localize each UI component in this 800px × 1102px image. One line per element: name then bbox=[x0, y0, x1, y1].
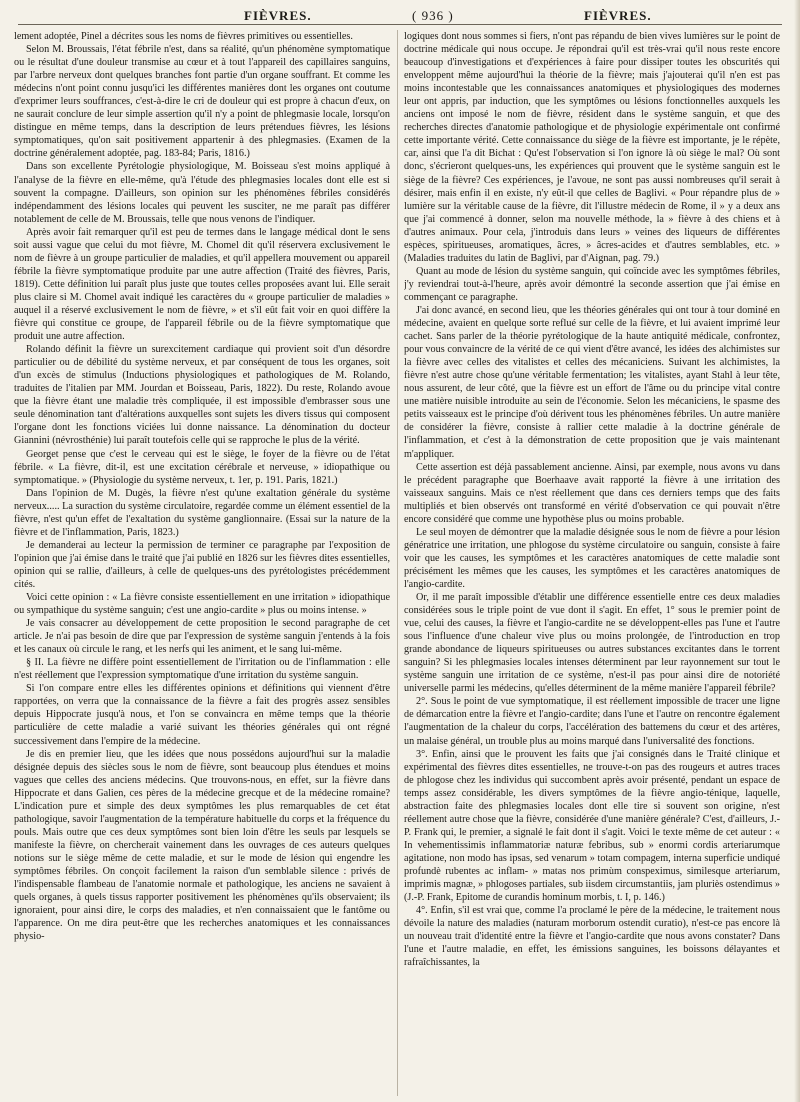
section-heading: § II. La fièvre ne diffère point essentiellement de l'irritation ou de l'inflammation : elle n'est réellement que l'expression symptomatique d'une irritation du système sanguin. bbox=[14, 657, 390, 682]
paragraph: J'ai donc avancé, en second lieu, que les théories générales qui ont tour à tour dominé en médecine, avaient en quelque sorte reflué sur celle de la fièvre, et lui avaient imprimé leur cachet. Sans parler de la théorie pyrétologique de la haute antiquité médicale, confrontez, pour vous convaincre de la vérité de ce qui vient d'être avancé, les idées des alchimistes sur la fièvre avec celles des vitalistes et celles des mécaniciens. Suivant les alchimistes, la fièvre n'est autre chose qu'une véritable fermentation; les vitalistes, ayant Stahl à leur tête, nous assurent, de leur côté, que la fièvre est un effort de l'âme ou du principe vital contre une matière nuisible introduite au sein de l'économie. Selon les mécaniciens, le spasme des petits vaisseaux est le principe d'où dérivent tous les phénomènes fébriles. Un autre manière de considérer la fièvre, consiste à rallier cette maladie à la doctrine générale de l'inflammation, et c'est à la démonstration de cette proposition que je vais maintenant m'appliquer. bbox=[404, 304, 780, 460]
right-text-column bbox=[404, 30, 780, 1096]
paragraph: lement adoptée, Pinel a décrites sous les noms de fièvres primitives ou essentielles. bbox=[14, 31, 353, 42]
paragraph: 2°. Sous le point de vue symptomatique, il est réellement impossible de tracer une ligne de démarcation entre la fièvre et l'angio-cardite; dans l'une et l'autre on rencontre également l'augmentation de la chaleur du corps, l'accélération des battemens du cœur et des artères, un malaise général, un trouble plus au moins marqué dans l'universalité des fonctions. bbox=[404, 696, 780, 747]
paragraph: Quant au mode de lésion du système sanguin, qui coïncide avec les symptômes fébriles, j'y reviendrai tout-à-l'heure, après avoir démontré la seconde assertion que j'ai émise en commençant ce paragraphe. bbox=[404, 265, 780, 303]
header-right-title: FIÈVRES. bbox=[584, 8, 652, 23]
page-edge-shadow bbox=[794, 0, 800, 1102]
column-divider bbox=[397, 30, 398, 1096]
paragraph: Voici cette opinion : « La fièvre consiste essentiellement en une irritation » idiopathique ou sympathique du système sanguin; c'est une angio-cardite » plus ou moins intense. » bbox=[14, 592, 390, 617]
paragraph: Le seul moyen de démontrer que la maladie désignée sous le nom de fièvre a pour lésion génératrice une irritation, une phlogose du système circulatoire ou sanguin, consiste à faire voir que les causes, les symptômes et les caractères anatomiques de cette maladie sont précisément les mêmes que les causes, les symptômes et les caractères anatomiques de l'angio-cardite. bbox=[404, 526, 780, 590]
paragraph: logiques dont nous sommes si fiers, n'ont pas répandu de bien vives lumières sur le point de doctrine médicale qui nous occupe. Je répondrai qu'il est très-vrai qu'il nous reste encore beaucoup d'investigations et d'expériences à faire pour dissiper toutes les obscurités qui enveloppent même aujourd'hui la théorie de la fièvre; mais j'ajouterai qu'il n'en est pas moins incontestable que les connaissances anatomiques et physiologiques des modernes leur ont appris, par induction, que les symptômes ou lésions fonctionnelles auxquels les anciens ont imposé le nom de fièvre, résident dans le système sanguin, et que des recherches directes d'anatomie pathologique et de physiologie expérimentale ont confirmé cette importante vérité. Cette connaissance du siège de la fièvre est importante, je le répète, car, ainsi que l'a dit Bichat : Qu'est l'observation si l'on ignore là où siège le mal? Où sont donc, s'écrieront quelques-uns, les expériences qui prouvent que le système sanguin est le siège de la fièvre? Ces expériences, je l'avoue, ne sont pas aussi nombreuses qu'il serait à désirer, mais enfin il en existe, n'y eût-il que celles de Baglivi. « Pour répandre plus de » lumière sur la véritable cause de la fièvre, dit l'illustre médecin de Rome, il » y a deux ans que j'ai commencé à donner, selon ma nouvelle méthode, la » fièvre à des chiens et à d'autres animaux. Pour cela, j'introduis dans leurs » veines des liqueurs de différentes espèces, spiritueuses, aromatiques, âcres, » âcres-acides et d'autres semblables, etc. » (Maladies traduites du latin de Baglivi, par d'Aignan, pag. 79.) bbox=[404, 31, 780, 264]
paragraph: Après avoir fait remarquer qu'il est peu de termes dans le langage médical dont le sens soit aussi vague que celui du mot fièvre, M. Chomel dit qu'il réservera exclusivement le nom de fièvre à un groupe particulier de maladies, et qu'il appellera mouvement ou appareil fébrile la fièvre symptomatique produite par une autre affection (Traité des fièvres, Paris, 1819). Cette définition lui paraît plus juste que toutes celles proposées avant lui. Elle serait plus claire si M. Chomel avait indiqué les caractères du « groupe particulier de maladies » auquel il a réservé exclusivement le nom de fièvre, » et s'il eût fait voir en quoi diffère la fièvre qui constitue ce groupe, de l'appareil fébrile ou de la fièvre symptomatique que produit une autre affection. bbox=[14, 226, 390, 343]
header-left-title: FIÈVRES. bbox=[244, 8, 312, 23]
paragraph: Je demanderai au lecteur la permission de terminer ce paragraphe par l'exposition de l'opinion que j'ai émise dans le traité que j'ai publié en 1826 sur les fièvres dites essentielles, opinion qui se rallie, d'ailleurs, à celle de quelques-uns des pyrétologistes précédemment cités. bbox=[14, 539, 390, 590]
left-text-column bbox=[14, 30, 390, 1096]
paragraph: 3°. Enfin, ainsi que le prouvent les faits que j'ai consignés dans le Traité clinique et expérimental des fièvres dites essentielles, ne trouve-t-on pas des rougeurs et autres traces de phlogose chez les individus qui succombent après avoir présenté, pendant un espace de temps assez considérable, les divers symptômes de la fièvre angio-ténique, laquelle, abstraction faite des phlegmasies locales dont elle tire si souvent son origine, n'est réellement autre chose que la fièvre, considérée d'une manière générale? C'est, d'ailleurs, J.-P. Frank qui, le premier, a signalé le fait dont il s'agit. Voici le texte même de cet auteur : « In vehementissimis inflammatoriæ naturæ febribus, sub » enormi cordis arteriarumque agitatione, non modo has ipsas, sed venarum » totam compagem, interna superficie undiqué profundè rubentes ac inflam- » matas nos primùm conspeximus, similesque arteriarum, imprimis magnæ, » phlogoses partiales, sub iisdem circumstantiis, jam pluriès ostendimus » (J.-P. Frank, Epitome de curandis hominum morbis, t. I, p. 146.) bbox=[404, 748, 780, 904]
paragraph: Dans son excellente Pyrétologie physiologique, M. Boisseau s'est moins appliqué à l'analyse de la fièvre en elle-même, qu'à l'étude des phlegmasies locales dont elle est si souvent la compagne. D'ailleurs, son opinion sur les phénomènes fébriles considérés indépendamment des lésions locales qui peuvent les susciter, ne me paraît pas différer notablement de celle de M. Broussais, telle que nous venons de l'indiquer. bbox=[14, 161, 390, 225]
paragraph: Georget pense que c'est le cerveau qui est le siège, le foyer de la fièvre ou de l'état fébrile. « La fièvre, dit-il, est une excitation cérébrale et nerveuse, » idiopathique ou symptomatique. » (Physiologie du système nerveux, t. 1er, p. 191. Paris, 1821.) bbox=[14, 448, 390, 486]
paragraph: Cette assertion est déjà passablement ancienne. Ainsi, par exemple, nous avons vu dans le précédent paragraphe que Boerhaave avait rapporté la fièvre à une irritation des vaisseaux sanguins. Mais ce n'est réellement que dans ces derniers temps que des faits multipliés et bien observés ont transformé en vérité d'observation ce qui pouvait n'être encore considéré que comme une hypothèse plus ou moins probable. bbox=[404, 461, 780, 525]
paragraph: 4°. Enfin, s'il est vrai que, comme l'a proclamé le père de la médecine, le traitement nous dévoile la nature des maladies (naturam morborum ostendit curatio), n'est-ce pas encore là un nouveau trait d'identité entre la fièvre et l'angio-cardite que nous avons constater? Dans l'une et l'autre maladie, en effet, les émissions sanguines, les boissons délayantes et rafraîchissantes, la bbox=[404, 905, 780, 969]
paragraph: Dans l'opinion de M. Dugès, la fièvre n'est qu'une exaltation générale du système nerveux..... La suraction du système circulatoire, regardée comme un élément essentiel de la fièvre, n'est qu'un effet de l'exaltation du système ganglionnaire. (Essai sur la nature de la fièvre et de l'inflammation, Paris, 1823.) bbox=[14, 487, 390, 538]
page-number: ( 936 ) bbox=[412, 8, 454, 23]
paragraph: Selon M. Broussais, l'état fébrile n'est, dans sa réalité, qu'un phénomène symptomatique ou le résultat d'une douleur transmise au cœur et à tout l'appareil des capillaires sanguins, par l'arbre nerveux dont quelques branches font partie d'un organe souffrant. Et comme les médecins n'ont point connu jusqu'ici les différentes manières dont les organes ont coutume d'exprimer leurs souffrances, c'est-à-dire le cri de douleur qui est propre à chacun d'eux, on ne saurait conclure de leur simple assertion qu'il n'y a point de phlegmasie locale, lorsqu'on distingue en même temps, dans la description de leurs prétendues fièvres, les lésions symptomatiques, qu'on sait positivement appartenir à des phlegmasies. (Examen de la doctrine généralement adoptée, pag. 183-84; Paris, 1816.) bbox=[14, 44, 390, 160]
header-rule bbox=[18, 24, 782, 25]
paragraph: Rolando définit la fièvre un surexcitement cardiaque qui provient soit d'un désordre particulier ou de débilité du système nerveux, et par conséquent de tous les organes, soit d'un excès de stimulus (Inductions physiologiques et pathologiques de M. Rolando, traduites de l'italien par MM. Jourdan et Boisseau, Paris, 1822). Du reste, Rolando avoue que la fièvre étant une maladie très compliquée, il est impossible d'embrasser sous une seule dénomination tant d'altérations auxquelles sont sujets les divers tissus qui composent l'organe dont les fonctions viciées lui donne naissance. La dénomination du docteur Giannini (névrosthénie) lui paraît toutefois celle qui se rapproche le plus de la vérité. bbox=[14, 344, 390, 447]
paragraph: Je vais consacrer au développement de cette proposition le second paragraphe de cet article. Je n'ai pas besoin de dire que par l'expression de système sanguin j'entends à la fois et les canaux où circule le rang, et les nerfs qui les animent, et le sang lui-même. bbox=[14, 618, 390, 656]
paragraph: Or, il me paraît impossible d'établir une différence essentielle entre ces deux maladies considérées sous le triple point de vue dont il s'agit. En effet, 1° sous le premier point de vue, celui des causes, la fièvre et l'angio-cardite ne se développent-elles pas l'une et l'autre sous l'influence d'une chaleur vive plus ou moins prolongée, de l'introduction en trop grande abondance de liqueurs spiritueuses ou autres substances excitantes dans le torrent sanguin? Si les phlegmasies locales intenses déterminent par leur rayonnement sur tout le système sanguin une irritation de ce système, n'est-il pas pour ainsi dire de notoriété universelle parmi les médecins, qu'elles déterminent de la même manière l'appareil fébrile? bbox=[404, 592, 780, 695]
paragraph: Si l'on compare entre elles les différentes opinions et définitions qui viennent d'être rapportées, on verra que la connaissance de la fièvre a fait des progrès assez sensibles depuis Hippocrate jusqu'à nous, et l'on se convaincra en même temps que la théorie particulière de cette maladie a varié suivant les théories générales qui ont régné successivement dans l'empire de la médecine. bbox=[14, 683, 390, 747]
paragraph: Je dis en premier lieu, que les idées que nous possédons aujourd'hui sur la maladie désignée depuis des siècles sous le nom de fièvre, sont beaucoup plus étendues et moins vagues que celles des anciens médecins. Que trouvons-nous, en effet, sur la fièvre dans Hippocrate et dans Galien, ces pères de la médecine grecque et de la médecine romaine? L'indication pure et simple des deux symptômes les plus remarquables de cet état pathologique, savoir l'augmentation de la température habituelle du corps et la fréquence du pouls. Mais outre que ces deux symptômes sont bien loin d'être les seuls par lesquels se manifeste la fièvre, on chercherait vainement dans les ouvrages de ces auteurs quelques notions sur le siège même de cette maladie, et sur le mode de lésion qui engendre les symptômes fébriles. On conçoit facilement la raison d'un semblable silence : privés de l'indispensable flambeau de l'anatomie normale et pathologique, les anciens ne savaient à quels organes, à quels tissus rapporter positivement les phénomènes qu'ils observaient; ils ignoraient, pour ainsi dire, le corps des maladies, et n'en connaissaient que le fantôme ou l'apparence. On me dira peut-être que les recherches anatomiques et les connaissances physio- bbox=[14, 748, 390, 943]
